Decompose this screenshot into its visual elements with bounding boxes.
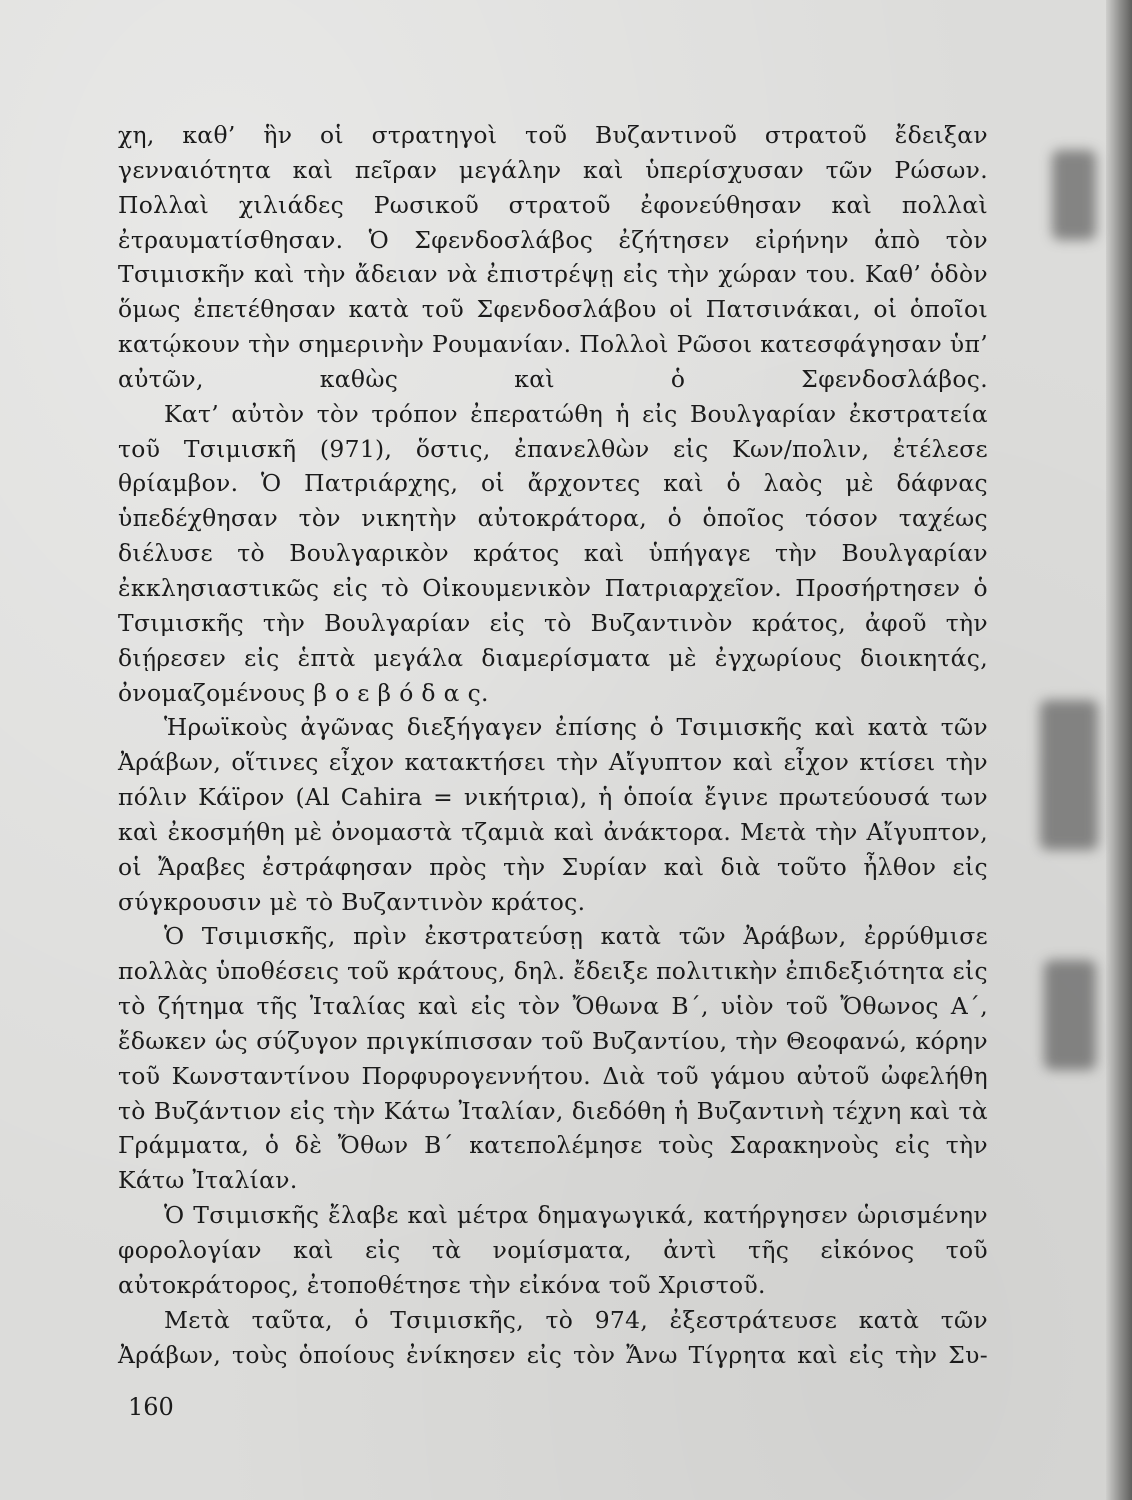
book-spine-shadow bbox=[1106, 0, 1132, 1500]
paragraph: Μετὰ ταῦτα, ὁ Τσιμισκῆς, τὸ 974, ἐξεστράτευσε κατὰ τῶν Ἀράβων, τοὺς ὁποίους ἐνίκησεν εἰς τὸν Ἄνω Τίγρητα καὶ εἰς τὴν Συ- bbox=[118, 1305, 988, 1369]
paragraph: Ὁ Τσιμισκῆς, πρὶν ἐκστρατεύσῃ κατὰ τῶν Ἀράβων, ἐρρύθμισε πολλὰς ὑποθέσεις τοῦ κράτους, δηλ. ἔδειξε πολιτικὴν ἐπιδεξιότητα εἰς τὸ ζήτημα τῆς Ἰταλίας καὶ εἰς τὸν Ὄθωνα Β΄, υἱὸν τοῦ Ὄθωνος Α΄, ἔδωκεν ὡς σύζυγον πριγκίπισσαν τοῦ Βυζαντίου, τὴν Θεοφανώ, κόρην τοῦ Κωνσταντίνου Πορφυρογεννήτου. Διὰ τοῦ γάμου αὐτοῦ ὠφελήθη τὸ Βυζάντιον εἰς τὴν Κάτω Ἰταλίαν, διεδόθη ἡ Βυζαντινὴ τέχνη καὶ τὰ Γράμματα, ὁ δὲ Ὄθων Β΄ κατεπολέμησε τοὺς Σαρακηνοὺς εἰς τὴν Κάτω Ἰταλίαν. bbox=[118, 922, 988, 1195]
paragraph: Ἡρωϊκοὺς ἀγῶνας διεξήγαγεν ἐπίσης ὁ Τσιμισκῆς καὶ κατὰ τῶν Ἀράβων, οἵτινες εἶχον κατακτήσει τὴν Αἴγυπτον καὶ εἶχον κτίσει τὴν πόλιν Κάϊρον (Al Cahira = νικήτρια), ἡ ὁποία ἔγινε πρωτεύουσά των καὶ ἐκοσμήθη μὲ ὀνομαστὰ τζαμιὰ καὶ ἀνάκτορα. Μετὰ τὴν Αἴγυπτον, οἱ Ἄραβες ἐστράφησαν πρὸς τὴν Συρίαν καὶ διὰ τοῦτο ἦλθον εἰς σύγκρουσιν μὲ τὸ Βυζαντινὸν κράτος. bbox=[118, 713, 988, 916]
page-number: 160 bbox=[128, 1393, 174, 1421]
ink-smudge bbox=[1044, 960, 1096, 1070]
ink-smudge bbox=[1052, 150, 1096, 240]
paragraph: Ὁ Τσιμισκῆς ἔλαβε καὶ μέτρα δημαγωγικά, κατήργησεν ὡρισμένην φορολογίαν καὶ εἰς τὰ νομίσματα, ἀντὶ τῆς εἰκόνος τοῦ αὐτοκράτορος, ἐτοποθέτησε τὴν εἰκόνα τοῦ Χριστοῦ. bbox=[118, 1201, 988, 1299]
paragraph: χη, καθ’ ἣν οἱ στρατηγοὶ τοῦ Βυζαντινοῦ στρατοῦ ἔδειξαν γενναιότητα καὶ πεῖραν μεγάλην καὶ ὑπερίσχυσαν τῶν Ρώσων. Πολλαὶ χιλιάδες Ρωσικοῦ στρατοῦ ἐφονεύθησαν καὶ πολλαὶ ἐτραυματίσθησαν. Ὁ Σφενδοσλάβος ἐζήτησεν εἰρήνην ἀπὸ τὸν Τσιμισκῆν καὶ τὴν ἄδειαν νὰ ἐπιστρέψῃ εἰς τὴν χώραν του. Καθ’ ὁδὸν ὅμως ἐπετέθησαν κατὰ τοῦ Σφενδοσλάβου οἱ Πατσινάκαι, οἱ ὁποῖοι κατῴκουν τὴν σημερινὴν Ρουμανίαν. Πολλοὶ Ρῶσοι κατεσφάγησαν ὑπ’ αὐτῶν, καθὼς καὶ ὁ Σφενδοσλάβος. bbox=[118, 121, 988, 393]
body-text bbox=[118, 118, 988, 1372]
ink-smudge bbox=[1040, 700, 1098, 850]
paragraph: Κατ’ αὐτὸν τὸν τρόπον ἐπερατώθη ἡ εἰς Βουλγαρίαν ἐκστρατεία τοῦ Τσιμισκῆ (971), ὅστις, ἐπανελθὼν εἰς Κων/πολιν, ἐτέλεσε θρίαμβον. Ὁ Πατριάρχης, οἱ ἄρχοντες καὶ ὁ λαὸς μὲ δάφνας ὑπεδέχθησαν τὸν νικητὴν αὐτοκράτορα, ὁ ὁποῖος τόσον ταχέως διέλυσε τὸ Βουλγαρικὸν κράτος καὶ ὑπήγαγε τὴν Βουλγαρίαν ἐκκλησιαστικῶς εἰς τὸ Οἰκουμενικὸν Πατριαρχεῖον. Προσήρτησεν ὁ Τσιμισκῆς τὴν Βουλγαρίαν εἰς τὸ Βυζαντινὸν κράτος, ἀφοῦ τὴν διῄρεσεν εἰς ἑπτὰ μεγάλα διαμερίσματα μὲ ἐγχωρίους διοικητάς, ὀνομαζομένους β ο ε β ό δ α ς. bbox=[118, 399, 988, 707]
